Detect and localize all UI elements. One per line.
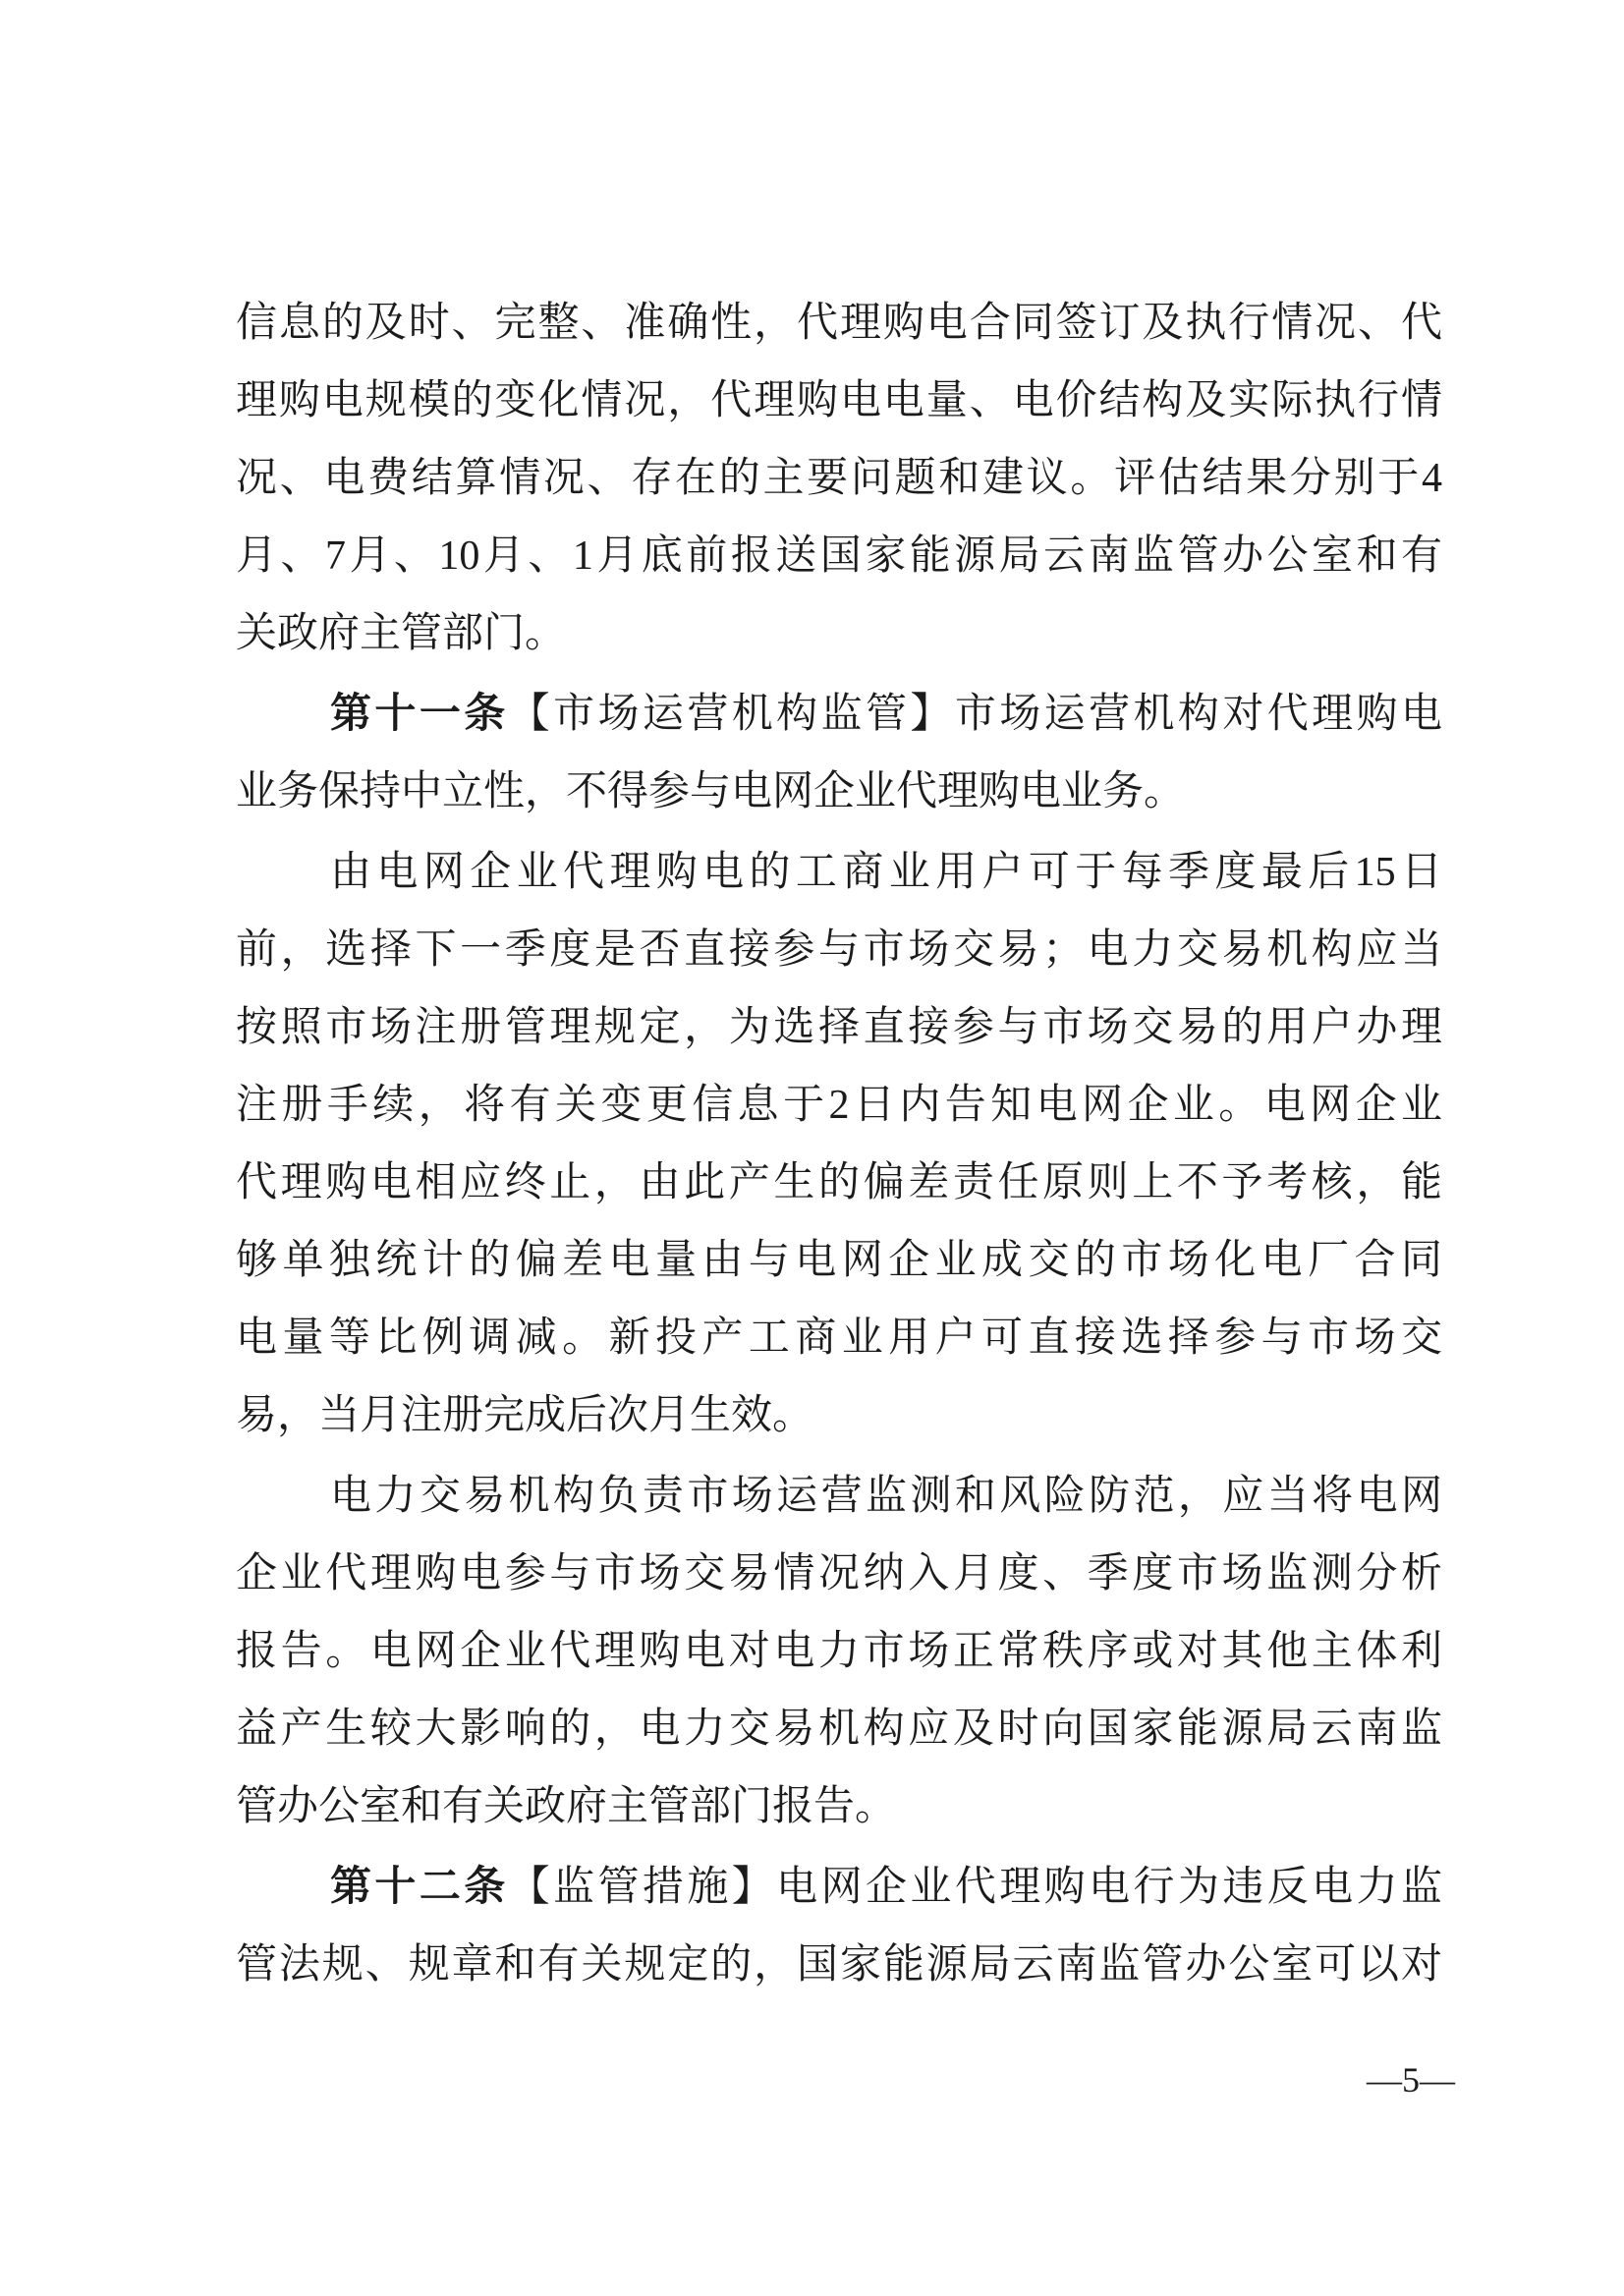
- article-12: [236, 1849, 1442, 2004]
- article-11: [236, 676, 1442, 831]
- text-line: 易，当月注册完成后次月生效。: [236, 1393, 814, 1438]
- text-line: 电力交易机构负责市场运营监测和风险防范，应当将电网: [330, 1474, 1442, 1519]
- text-line: 注册手续，将有关变更信息于2日内告知电网企业。电网企业: [236, 1083, 1442, 1128]
- paragraph-user-selection: [236, 834, 1442, 1455]
- document-body: [236, 285, 1442, 2007]
- article-heading: 【监管措施】: [508, 1865, 777, 1910]
- text-line: 理购电规模的变化情况，代理购电电量、电价结构及实际执行情: [236, 378, 1442, 423]
- text-line: [236, 1849, 1442, 1927]
- article-text: 电网企业代理购电行为违反电力监: [776, 1865, 1442, 1910]
- page-number: —5—: [1367, 2060, 1455, 2100]
- text-line: 管法规、规章和有关规定的，国家能源局云南监管办公室可以对: [236, 1942, 1442, 1988]
- paragraph-market-monitoring: [236, 1458, 1442, 1846]
- text-line: 企业代理购电参与市场交易情况纳入月度、季度市场监测分析: [236, 1551, 1442, 1596]
- text-line: 前，选择下一季度是否直接参与市场交易；电力交易机构应当: [236, 927, 1442, 973]
- text-line: [236, 676, 1442, 754]
- article-text: 市场运营机构对代理购电: [954, 692, 1442, 737]
- text-line: 业务保持中立性，不得参与电网企业代理购电业务。: [236, 769, 1186, 814]
- article-heading: 【市场运营机构监管】: [508, 692, 955, 737]
- text-line: 够单独统计的偏差电量由与电网企业成交的市场化电厂合同: [236, 1238, 1442, 1283]
- text-line: 代理购电相应终止，由此产生的偏差责任原则上不予考核，能: [236, 1160, 1442, 1205]
- text-line: 关政府主管部门。: [236, 611, 567, 656]
- text-line: 信息的及时、完整、准确性，代理购电合同签订及执行情况、代: [236, 301, 1442, 346]
- text-line: 报告。电网企业代理购电对电力市场正常秩序或对其他主体利: [236, 1629, 1442, 1674]
- article-number: 第十二条: [330, 1865, 509, 1910]
- text-line: 由电网企业代理购电的工商业用户可于每季度最后15日: [330, 850, 1442, 895]
- text-line: 况、电费结算情况、存在的主要问题和建议。评估结果分别于4: [236, 456, 1442, 501]
- paragraph-evaluation-report: [236, 285, 1442, 673]
- text-line: 电量等比例调减。新投产工商业用户可直接选择参与市场交: [236, 1316, 1442, 1361]
- text-line: 益产生较大影响的，电力交易机构应及时向国家能源局云南监: [236, 1707, 1442, 1752]
- article-number: 第十一条: [330, 692, 509, 737]
- text-line: 月、7月、10月、1月底前报送国家能源局云南监管办公室和有: [236, 533, 1442, 579]
- text-line: 按照市场注册管理规定，为选择直接参与市场交易的用户办理: [236, 1005, 1442, 1050]
- text-line: 管办公室和有关政府主管部门报告。: [236, 1784, 897, 1829]
